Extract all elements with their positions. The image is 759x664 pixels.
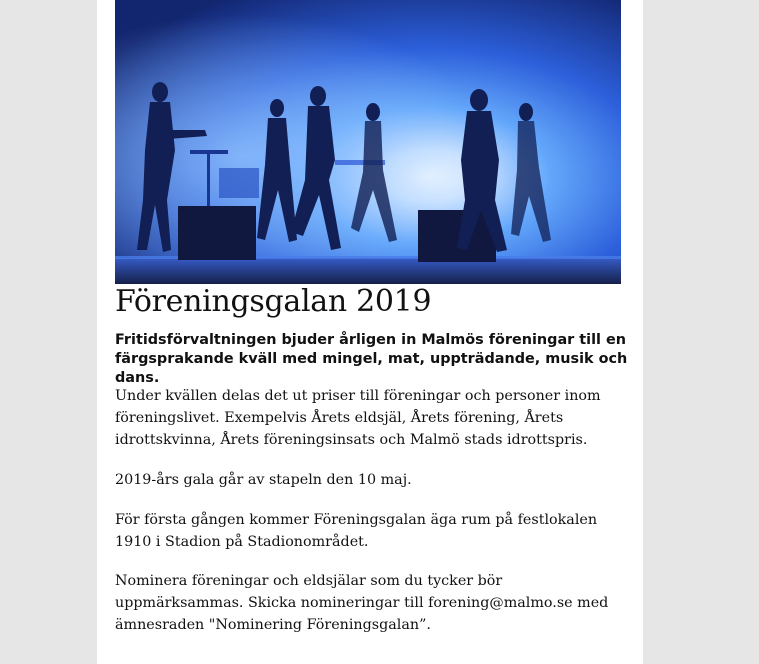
paragraph-prizes: Under kvällen delas det ut priser till föreningar och personer inom föreningslivet. Exempelvis Årets eldsjäl, Årets förening, Årets idrottskvinna, Årets föreningsinsats och Malmö stads idrottspris. bbox=[115, 388, 601, 448]
paragraph-nominations: Nominera föreningar och eldsjälar som du tycker bör uppmärksammas. Skicka nomineringar till forening@malmo.se med ämnesraden "Nominering Föreningsgalan”. bbox=[115, 573, 609, 633]
article-lead: Fritidsförvaltningen bjuder årligen in Malmös föreningar till en färgsprakande kväll med mingel, mat, uppträdande, musik och dans. bbox=[115, 332, 628, 386]
hero-image bbox=[115, 0, 621, 284]
article-title: Föreningsgalan 2019 bbox=[115, 284, 432, 319]
paragraph-venue: För första gången kommer Föreningsgalan äga rum på festlokalen 1910 i Stadion på Stadionområdet. bbox=[115, 512, 598, 550]
paragraph-date: 2019-års gala går av stapeln den 10 maj. bbox=[115, 472, 412, 488]
email-content-panel bbox=[97, 0, 643, 664]
